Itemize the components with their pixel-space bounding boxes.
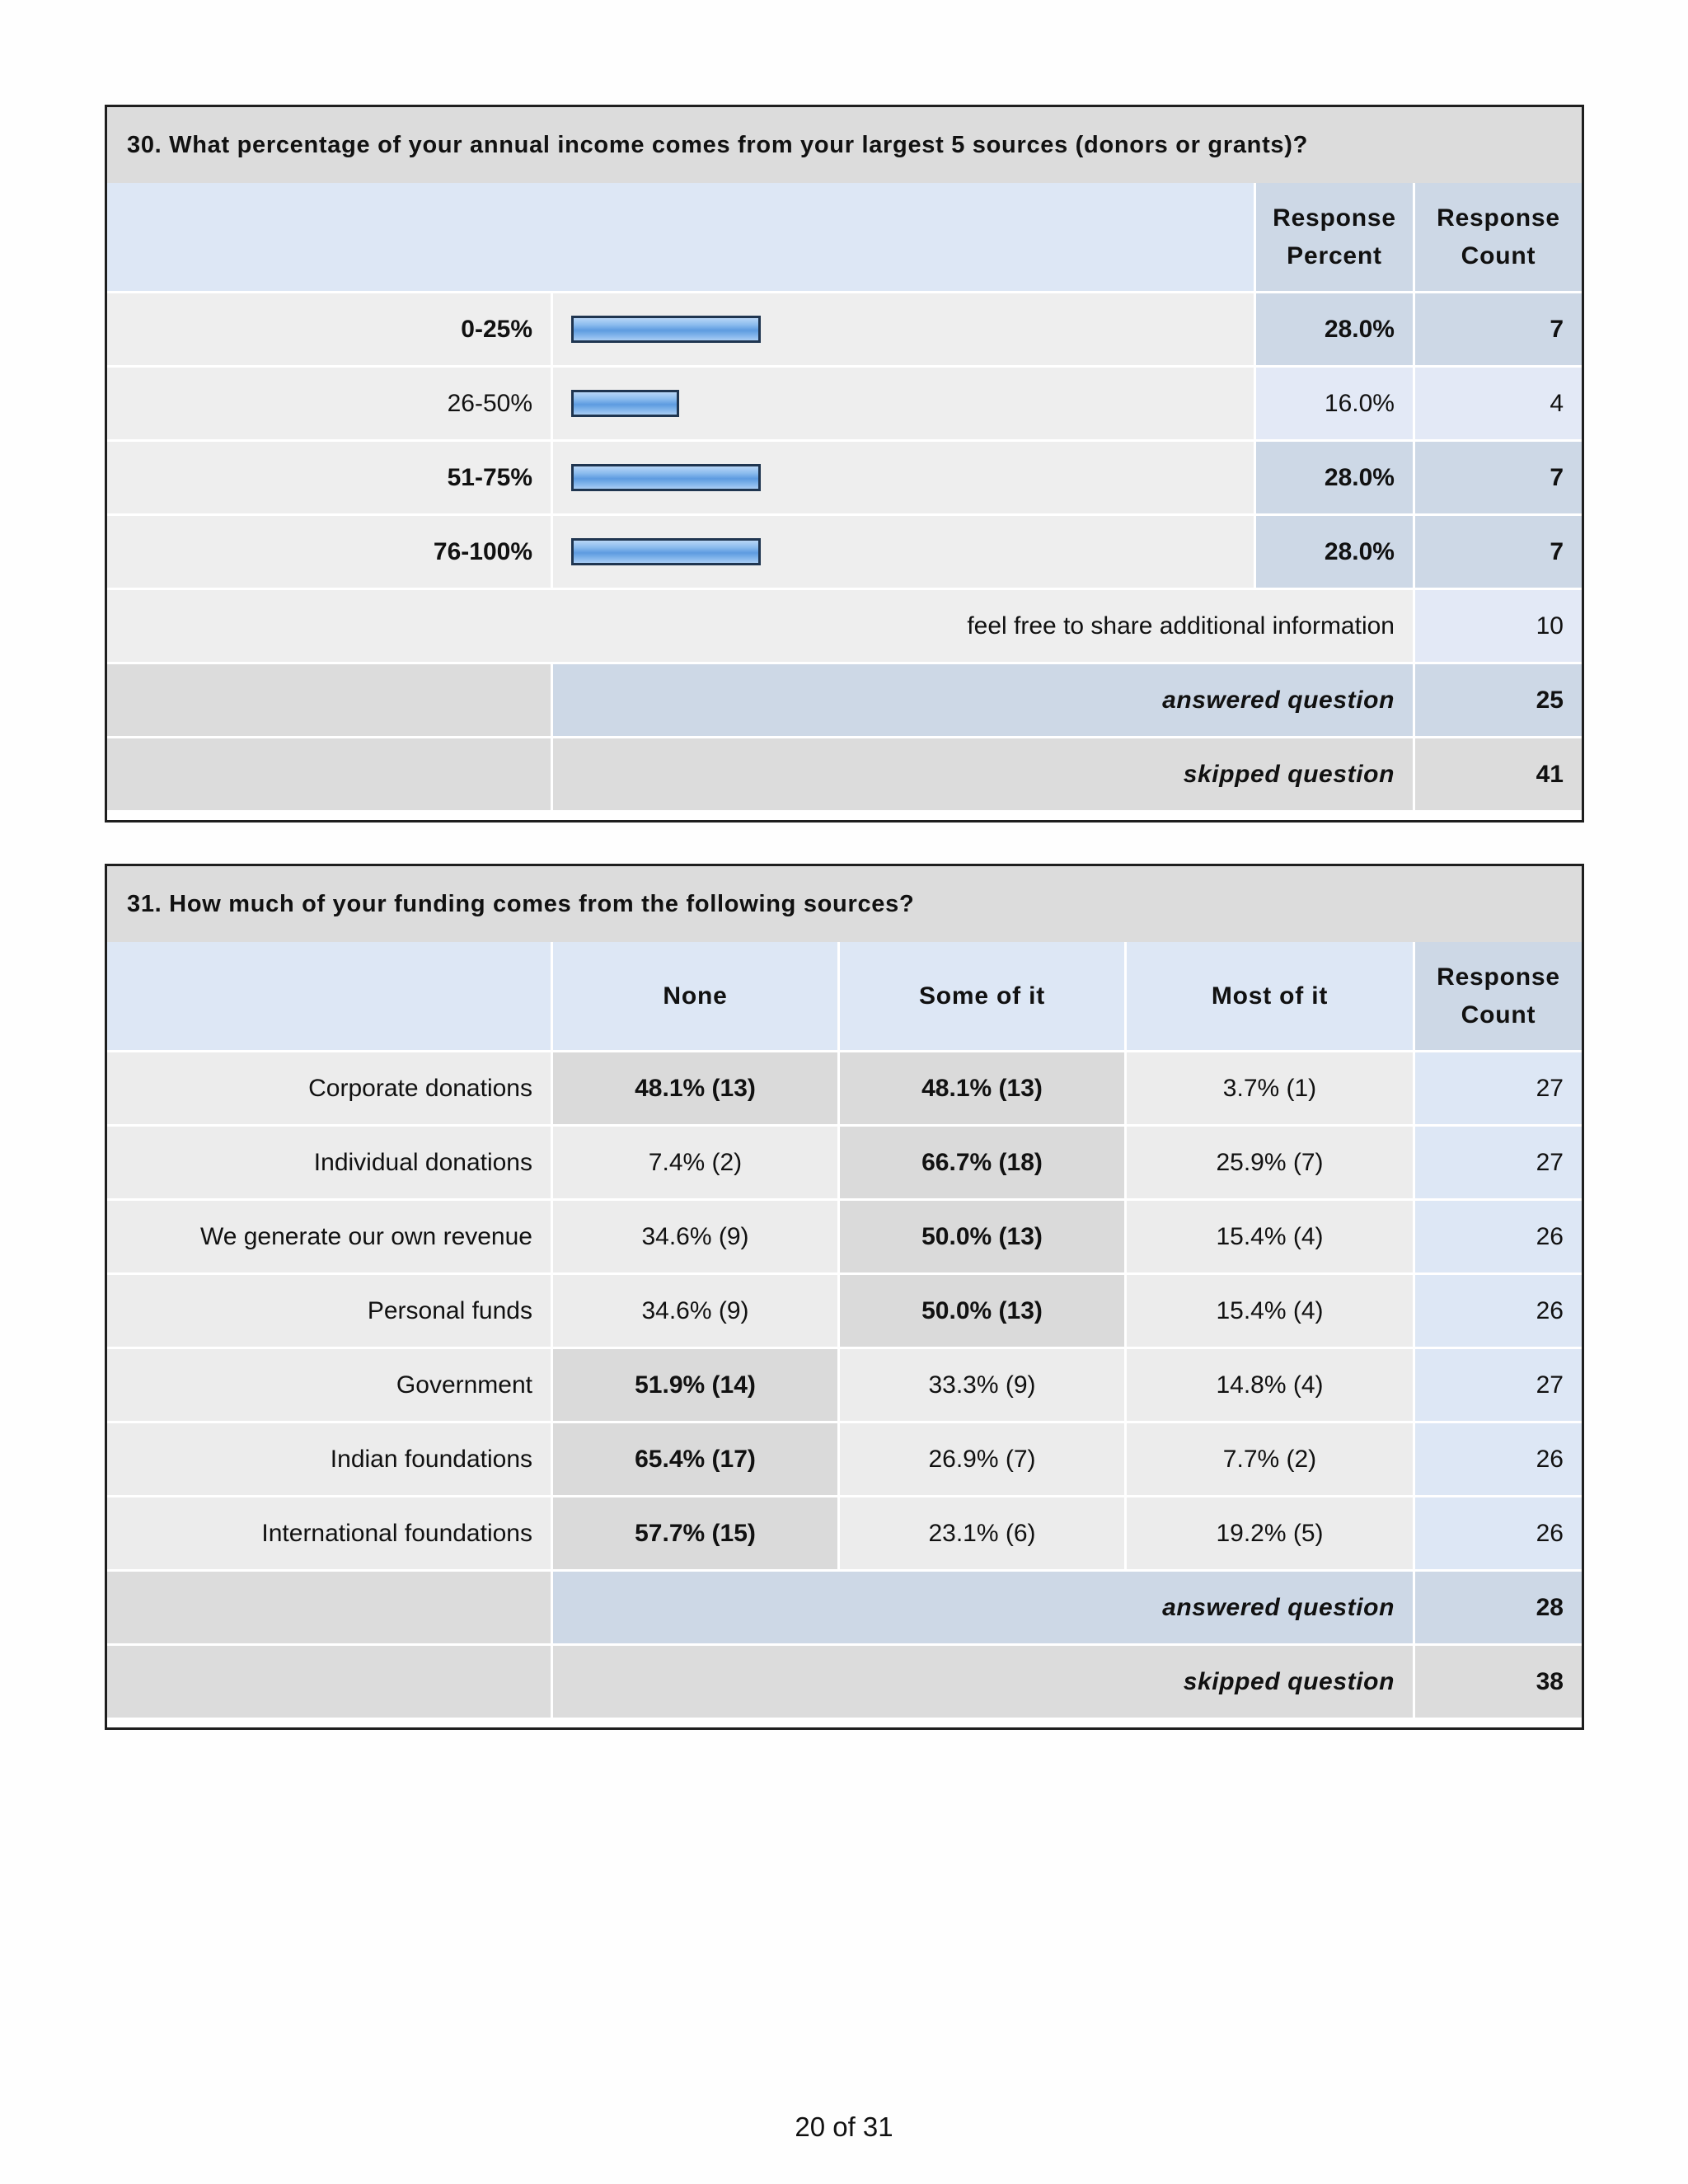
response-percent: 16.0% (1256, 368, 1413, 439)
cell-some: 33.3% (9) (840, 1349, 1124, 1421)
response-bar (571, 538, 761, 565)
response-bar (571, 390, 679, 417)
response-count: 26 (1415, 1275, 1582, 1347)
cell-some: 50.0% (13) (840, 1275, 1124, 1347)
response-percent: 28.0% (1256, 516, 1413, 588)
row-label: 76-100% (107, 516, 551, 588)
answered-count: 25 (1415, 664, 1582, 736)
row-label: 0-25% (107, 293, 551, 365)
row-label: We generate our own revenue (107, 1201, 551, 1272)
row-label: 51-75% (107, 442, 551, 513)
question-31-table (105, 864, 1584, 1730)
summary-blank (107, 738, 551, 810)
cell-none: 48.1% (13) (553, 1052, 837, 1124)
row-label: Government (107, 1349, 551, 1421)
header-some: Some of it (840, 942, 1124, 1050)
response-count: 26 (1415, 1201, 1582, 1272)
row-label: Indian foundations (107, 1423, 551, 1495)
row-label: 26-50% (107, 368, 551, 439)
cell-none: 51.9% (14) (553, 1349, 837, 1421)
header-response-percent: Response Percent (1256, 183, 1413, 291)
skipped-label: skipped question (553, 738, 1413, 810)
row-label: Corporate donations (107, 1052, 551, 1124)
additional-info-label: feel free to share additional information (107, 590, 1413, 662)
row-label: International foundations (107, 1497, 551, 1569)
bar-cell (553, 442, 1254, 513)
cell-none: 34.6% (9) (553, 1201, 837, 1272)
response-count: 7 (1415, 442, 1582, 513)
response-count: 27 (1415, 1349, 1582, 1421)
response-grid (107, 183, 1582, 820)
bar-cell (553, 368, 1254, 439)
response-count: 26 (1415, 1423, 1582, 1495)
cell-most: 15.4% (4) (1127, 1201, 1413, 1272)
cell-none: 65.4% (17) (553, 1423, 837, 1495)
summary-blank (107, 1572, 551, 1643)
question-title: 31. How much of your funding comes from the following sources? (107, 866, 1582, 942)
skipped-count: 38 (1415, 1646, 1582, 1718)
skipped-count: 41 (1415, 738, 1582, 810)
header-blank (107, 183, 1254, 291)
page-number: 20 of 31 (795, 2111, 893, 2142)
cell-most: 15.4% (4) (1127, 1275, 1413, 1347)
bar-cell (553, 293, 1254, 365)
response-count: 7 (1415, 293, 1582, 365)
response-count: 27 (1415, 1052, 1582, 1124)
row-label: Personal funds (107, 1275, 551, 1347)
response-bar (571, 464, 761, 491)
cell-most: 7.7% (2) (1127, 1423, 1413, 1495)
response-count: 7 (1415, 516, 1582, 588)
header-response-count: Response Count (1415, 183, 1582, 291)
response-count: 4 (1415, 368, 1582, 439)
header-response-count: Response Count (1415, 942, 1582, 1050)
response-count: 26 (1415, 1497, 1582, 1569)
cell-some: 48.1% (13) (840, 1052, 1124, 1124)
response-grid (107, 942, 1582, 1727)
additional-info-count: 10 (1415, 590, 1582, 662)
cell-most: 14.8% (4) (1127, 1349, 1413, 1421)
response-bar (571, 316, 761, 343)
answered-label: answered question (553, 1572, 1413, 1643)
cell-some: 26.9% (7) (840, 1423, 1124, 1495)
cell-none: 7.4% (2) (553, 1127, 837, 1198)
cell-some: 66.7% (18) (840, 1127, 1124, 1198)
response-percent: 28.0% (1256, 293, 1413, 365)
response-count: 27 (1415, 1127, 1582, 1198)
header-most: Most of it (1127, 942, 1413, 1050)
cell-some: 23.1% (6) (840, 1497, 1124, 1569)
header-none: None (553, 942, 837, 1050)
answered-count: 28 (1415, 1572, 1582, 1643)
answered-label: answered question (553, 664, 1413, 736)
bar-cell (553, 516, 1254, 588)
header-blank (107, 942, 551, 1050)
question-title: 30. What percentage of your annual income comes from your largest 5 sources (donors or grants)? (107, 107, 1582, 183)
skipped-label: skipped question (553, 1646, 1413, 1718)
cell-none: 34.6% (9) (553, 1275, 837, 1347)
cell-some: 50.0% (13) (840, 1201, 1124, 1272)
response-percent: 28.0% (1256, 442, 1413, 513)
row-label: Individual donations (107, 1127, 551, 1198)
cell-most: 25.9% (7) (1127, 1127, 1413, 1198)
cell-most: 19.2% (5) (1127, 1497, 1413, 1569)
cell-none: 57.7% (15) (553, 1497, 837, 1569)
question-30-table (105, 105, 1584, 823)
summary-blank (107, 664, 551, 736)
cell-most: 3.7% (1) (1127, 1052, 1413, 1124)
summary-blank (107, 1646, 551, 1718)
